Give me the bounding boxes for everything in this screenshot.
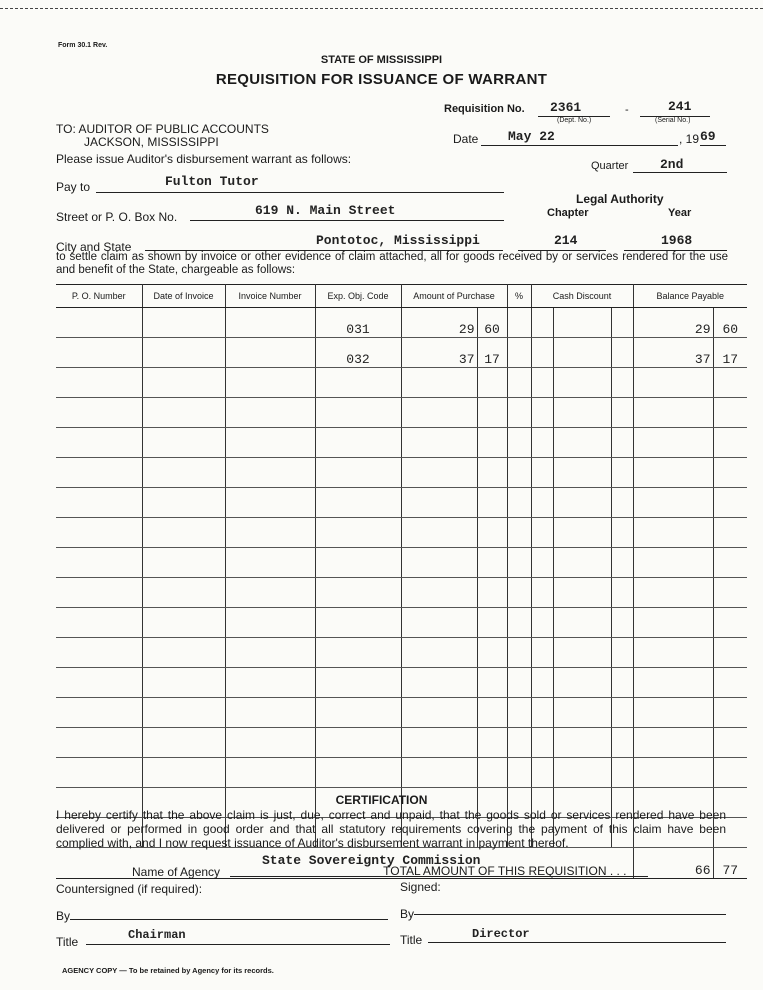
date-year-value: 69 <box>700 129 716 144</box>
serial-no-value: 241 <box>668 99 692 114</box>
right-by-label: By <box>400 907 415 921</box>
cash-cell <box>611 308 633 338</box>
total-dollars: 66 <box>633 848 713 879</box>
cash-cell <box>553 338 611 368</box>
signed-label: Signed: <box>400 880 441 894</box>
total-label: TOTAL AMOUNT OF THIS REQUISITION . . . <box>56 848 633 879</box>
col-po-number: P. O. Number <box>56 285 142 308</box>
street-label: Street or P. O. Box No. <box>56 210 178 224</box>
legal-year-label: Year <box>668 207 692 219</box>
date-value: May 22 <box>508 129 555 144</box>
col-exp-obj-code: Exp. Obj. Code <box>315 285 401 308</box>
legal-authority-title: Legal Authority <box>576 192 664 206</box>
serial-no-caption: (Serial No.) <box>655 117 691 124</box>
exp-code-cell: 031 <box>315 308 401 338</box>
table-row <box>56 758 747 788</box>
addressee-line2: JACKSON, MISSISSIPPI <box>84 135 219 149</box>
table-row <box>56 638 747 668</box>
left-by-label: By <box>56 909 71 923</box>
left-title-label: Title <box>56 935 79 949</box>
table-row <box>56 548 747 578</box>
col-date-of-invoice: Date of Invoice <box>142 285 225 308</box>
table-row <box>56 698 747 728</box>
footer-agency-copy: AGENCY COPY — To be retained by Agency for its records. <box>62 966 274 975</box>
form-title: REQUISITION FOR ISSUANCE OF WARRANT <box>215 71 548 88</box>
table-row <box>56 398 747 428</box>
agency-label: Name of Agency <box>132 865 221 879</box>
cash-cell <box>611 338 633 368</box>
balance-dollars-cell: 37 <box>633 338 713 368</box>
quarter-line <box>633 172 727 173</box>
date-cell <box>142 338 225 368</box>
quarter-value: 2nd <box>660 157 684 172</box>
col-amount-of-purchase: Amount of Purchase <box>401 285 507 308</box>
right-by-line <box>414 914 726 915</box>
state-heading: STATE OF MISSISSIPPI <box>320 54 443 66</box>
balance-cents-cell: 60 <box>713 308 747 338</box>
col-cash-discount: Cash Discount <box>531 285 633 308</box>
countersigned-label: Countersigned (if required): <box>56 882 203 896</box>
date-line <box>481 145 678 146</box>
dept-no-caption: (Dept. No.) <box>557 117 592 124</box>
col-balance-payable: Balance Payable <box>633 285 747 308</box>
requisition-dash: - <box>625 104 629 116</box>
table-row <box>56 518 747 548</box>
right-title-value: Director <box>472 927 530 941</box>
addressee-line1: TO: AUDITOR OF PUBLIC ACCOUNTS <box>56 122 269 136</box>
cash-cell <box>531 338 553 368</box>
dept-no-value: 2361 <box>550 100 582 115</box>
requisition-table <box>56 284 747 879</box>
amount-cents-cell: 17 <box>477 338 507 368</box>
left-by-line <box>70 919 388 920</box>
left-title-line <box>86 944 390 945</box>
col-percent: % <box>507 285 531 308</box>
table-row <box>56 458 747 488</box>
form-number: Form 30.1 Rev. <box>58 42 108 49</box>
pay-to-value: Fulton Tutor <box>165 174 259 189</box>
date-year-prefix: , 19 <box>679 132 700 146</box>
invoice-cell <box>225 308 315 338</box>
legal-year-value: 1968 <box>661 233 693 248</box>
settle-claim-text: to settle claim as shown by invoice or other evidence of claim attached, all for goods received by or services rendered for the use and benefit of the State, chargeable as follows: <box>56 251 728 276</box>
right-title-label: Title <box>400 933 423 947</box>
table-row <box>56 578 747 608</box>
legal-chapter-label: Chapter <box>547 207 589 219</box>
balance-dollars-cell: 29 <box>633 308 713 338</box>
table-row <box>56 308 747 338</box>
pay-to-line <box>96 192 504 193</box>
percent-cell <box>507 308 531 338</box>
table-row <box>56 728 747 758</box>
street-value: 619 N. Main Street <box>255 203 396 218</box>
balance-cents-cell: 17 <box>713 338 747 368</box>
table-row <box>56 488 747 518</box>
amount-dollars-cell: 29 <box>401 308 477 338</box>
left-title-value: Chairman <box>128 928 186 942</box>
certification-title: CERTIFICATION <box>335 793 428 807</box>
po-cell <box>56 308 142 338</box>
street-line <box>190 220 504 221</box>
instruction-text: Please issue Auditor's disbursement warrant as follows: <box>56 152 352 166</box>
agency-line <box>230 876 648 877</box>
date-cell <box>142 308 225 338</box>
total-cents: 77 <box>713 848 747 879</box>
cash-cell <box>531 308 553 338</box>
right-title-line <box>428 942 726 943</box>
torn-top-edge <box>0 0 763 9</box>
table-row <box>56 428 747 458</box>
invoice-cell <box>225 338 315 368</box>
amount-cents-cell: 60 <box>477 308 507 338</box>
table-header-row <box>56 285 747 308</box>
cash-cell <box>553 308 611 338</box>
date-label: Date <box>453 132 479 146</box>
agency-value: State Sovereignty Commission <box>262 853 481 868</box>
table-row <box>56 338 747 368</box>
city-state-value: Pontotoc, Mississippi <box>316 233 480 248</box>
certification-text: I hereby certify that the above claim is just, due, correct and unpaid, that the goods sold or services rendered have been delivered or performed in good order and that all statutory requirements covering the payment of this claim have been complied with, and I now request issuance of Auditor's disbursement warrant in payment thereof. <box>56 808 726 850</box>
requisition-label: Requisition No. <box>444 103 525 115</box>
pay-to-label: Pay to <box>56 180 91 194</box>
table-row <box>56 668 747 698</box>
amount-dollars-cell: 37 <box>401 338 477 368</box>
year-line <box>700 145 726 146</box>
col-invoice-number: Invoice Number <box>225 285 315 308</box>
quarter-label: Quarter <box>591 160 629 172</box>
table-row <box>56 608 747 638</box>
city-state-label: City and State <box>56 240 132 254</box>
legal-chapter-value: 214 <box>554 233 578 248</box>
exp-code-cell: 032 <box>315 338 401 368</box>
po-cell <box>56 338 142 368</box>
table-row <box>56 368 747 398</box>
percent-cell <box>507 338 531 368</box>
